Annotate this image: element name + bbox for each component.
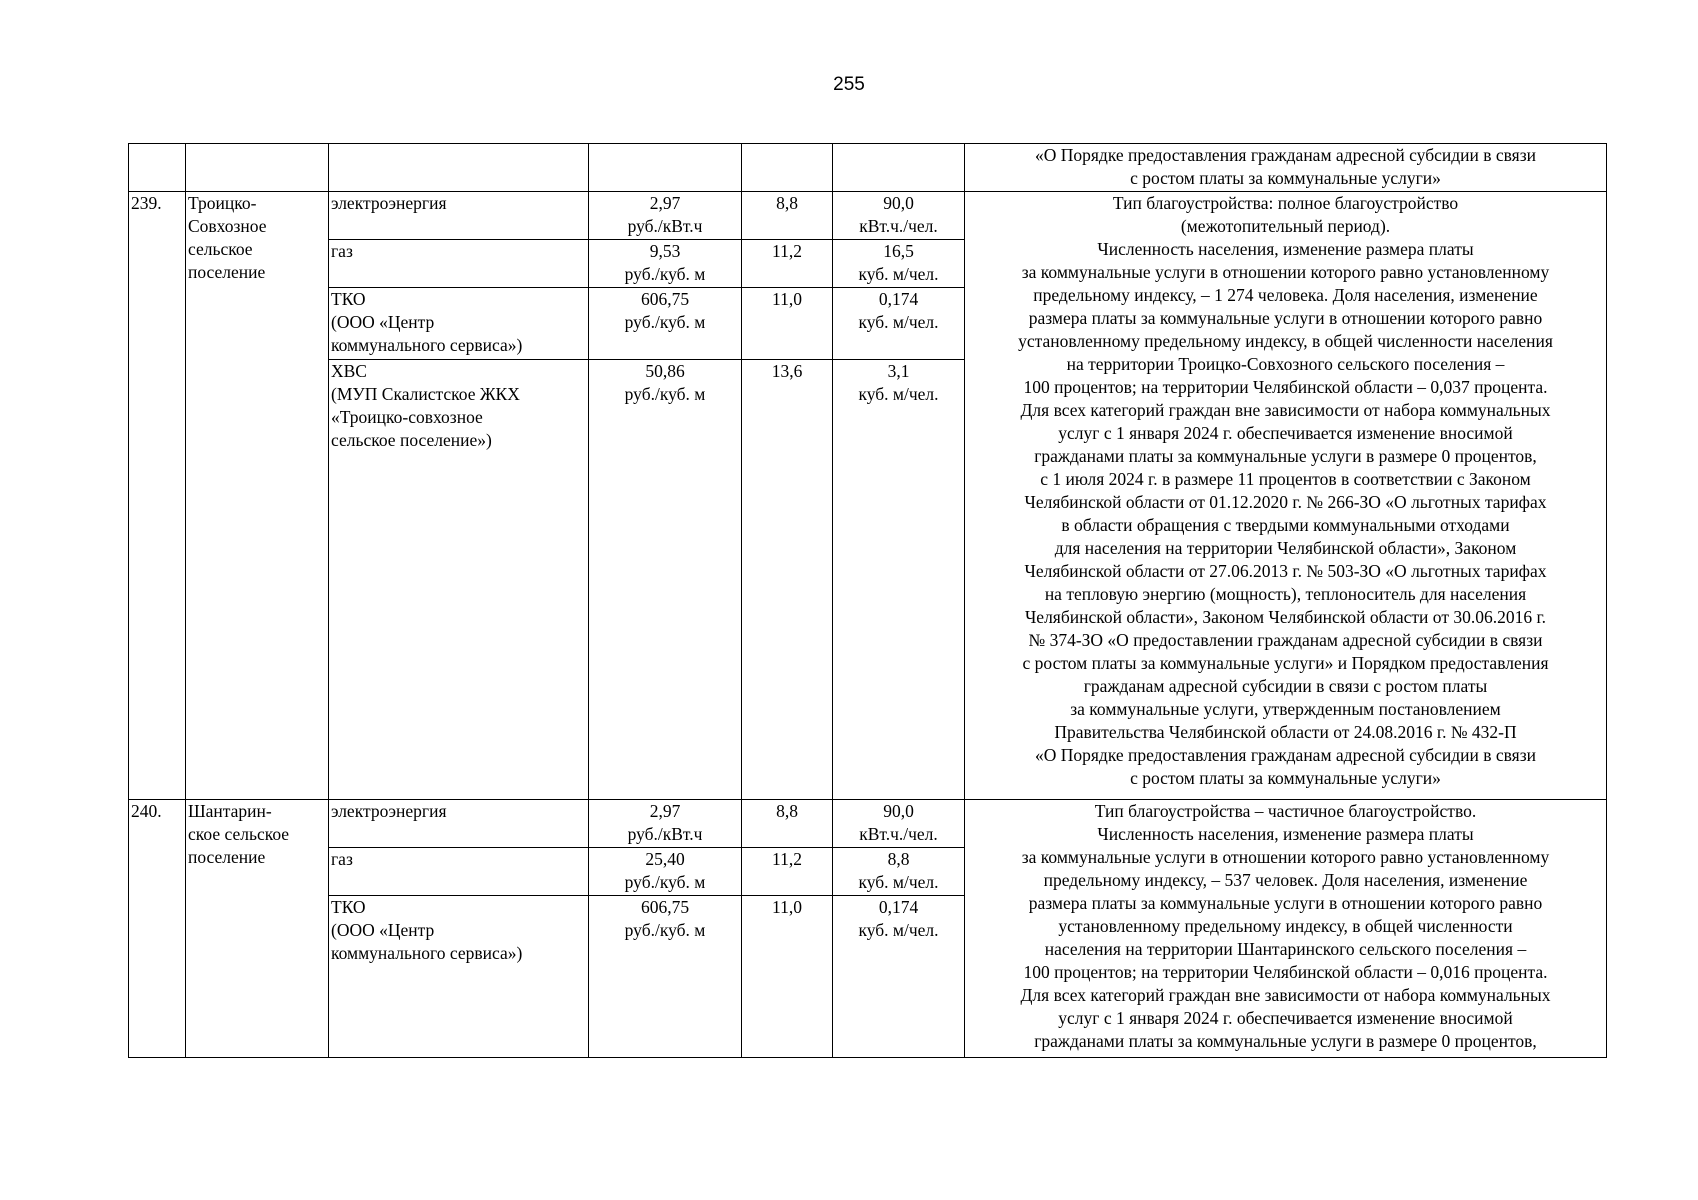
continuation-row <box>129 144 1607 192</box>
service-tariff: 9,53 руб./куб. м <box>589 240 742 288</box>
cell-number <box>129 144 186 192</box>
entry-number: 239. <box>129 192 186 800</box>
tariff-table <box>128 143 1607 1058</box>
service-percent: 11,2 <box>742 848 833 896</box>
cell-norm <box>833 144 965 192</box>
service-tariff: 606,75 руб./куб. м <box>589 896 742 1058</box>
service-percent: 11,0 <box>742 896 833 1058</box>
service-percent: 11,2 <box>742 240 833 288</box>
table-row <box>129 192 1607 240</box>
cell-service <box>329 144 589 192</box>
service-tariff: 2,97 руб./кВт.ч <box>589 192 742 240</box>
entry-number: 240. <box>129 800 186 1058</box>
service-name: электроэнергия <box>329 800 589 848</box>
service-name: газ <box>329 240 589 288</box>
service-name: электроэнергия <box>329 192 589 240</box>
service-tariff: 606,75 руб./куб. м <box>589 288 742 360</box>
service-norm: 8,8 куб. м/чел. <box>833 848 965 896</box>
service-name: ТКО (ООО «Центр коммунального сервиса») <box>329 896 589 1058</box>
cell-description <box>965 144 1607 192</box>
entry-description: Тип благоустройства – частичное благоустройство. Численность населения, изменение размера платы за коммунальные услуги в отношении которого равно установленному предельному индексу, – 537 человек. Доля населения, изменение размера платы за коммунальные услуги в отношении которого равно установленному предельному индексу, в общей численности населения на территории Шантаринского сельского поселения – 100 процентов; на территории Челябинской области – 0,016 процента. Для всех категорий граждан вне зависимости от набора коммунальных услуг с 1 января 2024 г. обеспечивается изменение вносимой гражданами платы за коммунальные услуги в размере 0 процентов, <box>965 800 1607 1058</box>
service-name: газ <box>329 848 589 896</box>
service-percent: 13,6 <box>742 360 833 800</box>
cell-name <box>186 144 329 192</box>
service-percent: 11,0 <box>742 288 833 360</box>
service-norm: 90,0 кВт.ч./чел. <box>833 192 965 240</box>
entry-description: Тип благоустройства: полное благоустройство (межотопительный период). Численность населения, изменение размера платы за коммунальные услуги в отношении которого равно установленному предельному индексу, – 1 274 человека. Доля населения, изменение размера платы за коммунальные услуги в отношении которого равно установленному предельному индексу, в общей численности населения на территории Троицко-Совхозного сельского поселения – 100 процентов; на территории Челябинской области – 0,037 процента. Для всех категорий граждан вне зависимости от набора коммунальных услуг с 1 января 2024 г. обеспечивается изменение вносимой гражданами платы за коммунальные услуги в размере 0 процентов, с 1 июля 2024 г. в размере 11 процентов в соответствии с Законом Челябинской области от 01.12.2020 г. № 266-ЗО «О льготных тарифах в области обращения с твердыми коммунальными отходами для населения на территории Челябинской области», Законом Челябинской области от 27.06.2013 г. № 503-ЗО «О льготных тарифах на тепловую энергию (мощность), теплоноситель для населения Челябинской области», Законом Челябинской области от 30.06.2016 г. № 374-ЗО «О предоставлении гражданам адресной субсидии в связи с ростом платы за коммунальные услуги» и Порядком предоставления гражданам адресной субсидии в связи с ростом платы за коммунальные услуги, утвержденным постановлением Правительства Челябинской области от 24.08.2016 г. № 432-П «О Порядке предоставления гражданам адресной субсидии в связи с ростом платы за коммунальные услуги» <box>965 192 1607 800</box>
service-percent: 8,8 <box>742 800 833 848</box>
page-number: 255 <box>833 74 865 95</box>
service-name: ХВС (МУП Скалистское ЖКХ «Троицко-совхозное сельское поселение») <box>329 360 589 800</box>
description-line: «О Порядке предоставления гражданам адресной субсидии в связи <box>1034 145 1537 165</box>
settlement-name: Троицко- Совхозное сельское поселение <box>186 192 329 800</box>
service-norm: 3,1 куб. м/чел. <box>833 360 965 800</box>
service-norm: 16,5 куб. м/чел. <box>833 240 965 288</box>
service-tariff: 25,40 руб./куб. м <box>589 848 742 896</box>
service-norm: 0,174 куб. м/чел. <box>833 288 965 360</box>
table-row <box>129 800 1607 848</box>
service-tariff: 50,86 руб./куб. м <box>589 360 742 800</box>
service-percent: 8,8 <box>742 192 833 240</box>
service-norm: 0,174 куб. м/чел. <box>833 896 965 1058</box>
service-name: ТКО (ООО «Центр коммунального сервиса») <box>329 288 589 360</box>
cell-percent <box>742 144 833 192</box>
settlement-name: Шантарин- ское сельское поселение <box>186 800 329 1058</box>
service-tariff: 2,97 руб./кВт.ч <box>589 800 742 848</box>
cell-tariff <box>589 144 742 192</box>
description-line: с ростом платы за коммунальные услуги» <box>1130 168 1441 188</box>
service-norm: 90,0 кВт.ч./чел. <box>833 800 965 848</box>
